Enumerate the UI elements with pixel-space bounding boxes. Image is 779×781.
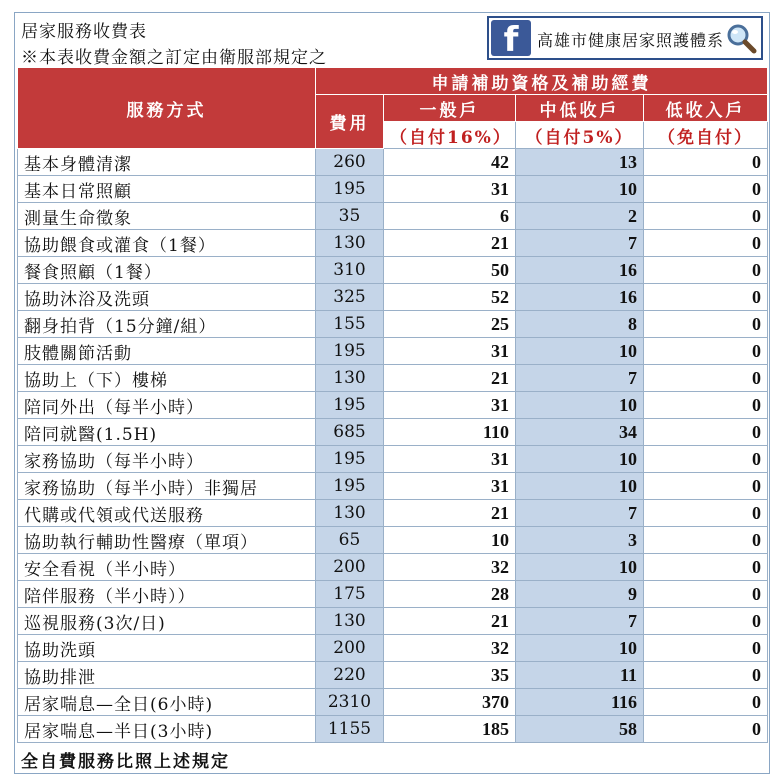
fee-cell: 195 <box>316 446 384 473</box>
fee-cell: 130 <box>316 608 384 635</box>
general-copay-cell: 31 <box>384 338 516 365</box>
fee-cell: 130 <box>316 230 384 257</box>
service-name-cell: 基本日常照顧 <box>18 176 316 203</box>
low-copay-cell: 0 <box>644 689 768 716</box>
fee-table-body <box>18 149 768 743</box>
table-row <box>18 554 768 581</box>
mid-low-copay-cell: 9 <box>516 581 644 608</box>
table-row <box>18 662 768 689</box>
low-copay-cell: 0 <box>644 392 768 419</box>
service-name-cell: 協助排泄 <box>18 662 316 689</box>
low-copay-cell: 0 <box>644 473 768 500</box>
table-row <box>18 473 768 500</box>
service-name-cell: 家務協助（每半小時）非獨居 <box>18 473 316 500</box>
fee-cell: 310 <box>316 257 384 284</box>
table-row <box>18 311 768 338</box>
fee-cell: 130 <box>316 500 384 527</box>
self-pay-note: 全自費服務比照上述規定 <box>21 752 230 772</box>
fee-cell: 155 <box>316 311 384 338</box>
table-row <box>18 446 768 473</box>
service-name-cell: 陪同就醫(1.5H) <box>18 419 316 446</box>
fee-table <box>17 67 768 743</box>
fee-cell: 2310 <box>316 689 384 716</box>
general-copay-label: （自付16%） <box>384 122 516 149</box>
mid-low-copay-cell: 10 <box>516 392 644 419</box>
low-copay-cell: 0 <box>644 608 768 635</box>
service-name-cell: 測量生命徵象 <box>18 203 316 230</box>
general-copay-cell: 31 <box>384 473 516 500</box>
service-name-cell: 協助執行輔助性醫療（單項） <box>18 527 316 554</box>
mid-low-copay-cell: 10 <box>516 635 644 662</box>
mid-low-copay-cell: 11 <box>516 662 644 689</box>
low-copay-cell: 0 <box>644 203 768 230</box>
table-row <box>18 635 768 662</box>
service-header: 服務方式 <box>18 68 316 149</box>
fee-cell: 220 <box>316 662 384 689</box>
fee-cell: 260 <box>316 149 384 176</box>
table-row <box>18 149 768 176</box>
fee-cell: 200 <box>316 635 384 662</box>
general-copay-cell: 370 <box>384 689 516 716</box>
service-name-cell: 協助餵食或灌食（1餐） <box>18 230 316 257</box>
service-name-cell: 家務協助（每半小時） <box>18 446 316 473</box>
table-row <box>18 203 768 230</box>
low-copay-label: （免自付） <box>644 122 768 149</box>
low-copay-cell: 0 <box>644 230 768 257</box>
mid-low-copay-cell: 16 <box>516 284 644 311</box>
service-name-cell: 居家喘息—半日(3小時) <box>18 716 316 743</box>
general-copay-cell: 21 <box>384 365 516 392</box>
fee-cell: 195 <box>316 338 384 365</box>
mid-low-copay-cell: 116 <box>516 689 644 716</box>
table-row <box>18 527 768 554</box>
low-income-header: 低收入戶 <box>644 95 768 122</box>
low-copay-cell: 0 <box>644 716 768 743</box>
general-copay-cell: 110 <box>384 419 516 446</box>
mid-low-copay-cell: 8 <box>516 311 644 338</box>
fee-cell: 130 <box>316 365 384 392</box>
low-copay-cell: 0 <box>644 500 768 527</box>
low-copay-cell: 0 <box>644 662 768 689</box>
general-copay-cell: 185 <box>384 716 516 743</box>
mid-low-copay-cell: 2 <box>516 203 644 230</box>
fee-header: 費用 <box>316 95 384 149</box>
fee-sheet <box>14 12 770 774</box>
general-copay-cell: 21 <box>384 608 516 635</box>
low-copay-cell: 0 <box>644 257 768 284</box>
general-household-header: 一般戶 <box>384 95 516 122</box>
mid-low-copay-cell: 10 <box>516 473 644 500</box>
mid-low-copay-cell: 7 <box>516 230 644 257</box>
brand-name: 高雄市健康居家照護體系 <box>537 31 725 50</box>
fee-cell: 200 <box>316 554 384 581</box>
service-name-cell: 基本身體清潔 <box>18 149 316 176</box>
general-copay-cell: 31 <box>384 446 516 473</box>
mid-low-copay-cell: 10 <box>516 338 644 365</box>
table-row <box>18 392 768 419</box>
fee-cell: 325 <box>316 284 384 311</box>
brand-banner[interactable] <box>487 16 763 60</box>
mid-low-copay-label: （自付5%） <box>516 122 644 149</box>
general-copay-cell: 31 <box>384 392 516 419</box>
low-copay-cell: 0 <box>644 554 768 581</box>
regulation-note: ※本表收費金額之訂定由衛服部規定之 <box>21 48 327 68</box>
low-copay-cell: 0 <box>644 527 768 554</box>
table-row <box>18 581 768 608</box>
mid-low-copay-cell: 10 <box>516 446 644 473</box>
table-row <box>18 419 768 446</box>
mid-low-copay-cell: 3 <box>516 527 644 554</box>
table-row <box>18 257 768 284</box>
fee-cell: 65 <box>316 527 384 554</box>
service-name-cell: 協助洗頭 <box>18 635 316 662</box>
general-copay-cell: 21 <box>384 230 516 257</box>
fee-cell: 195 <box>316 392 384 419</box>
table-row <box>18 338 768 365</box>
mid-low-copay-cell: 58 <box>516 716 644 743</box>
low-copay-cell: 0 <box>644 635 768 662</box>
fee-cell: 175 <box>316 581 384 608</box>
service-name-cell: 陪伴服務（半小時）） <box>18 581 316 608</box>
table-row <box>18 608 768 635</box>
facebook-logo-icon: f <box>491 20 531 56</box>
general-copay-cell: 21 <box>384 500 516 527</box>
mid-low-copay-cell: 7 <box>516 500 644 527</box>
general-copay-cell: 25 <box>384 311 516 338</box>
service-name-cell: 代購或代領或代送服務 <box>18 500 316 527</box>
general-copay-cell: 32 <box>384 635 516 662</box>
low-copay-cell: 0 <box>644 311 768 338</box>
mid-low-copay-cell: 13 <box>516 149 644 176</box>
service-name-cell: 陪同外出（每半小時） <box>18 392 316 419</box>
low-copay-cell: 0 <box>644 581 768 608</box>
service-name-cell: 居家喘息—全日(6小時) <box>18 689 316 716</box>
mid-low-income-header: 中低收戶 <box>516 95 644 122</box>
table-row <box>18 716 768 743</box>
general-copay-cell: 6 <box>384 203 516 230</box>
mid-low-copay-cell: 10 <box>516 176 644 203</box>
general-copay-cell: 32 <box>384 554 516 581</box>
service-name-cell: 安全看視（半小時） <box>18 554 316 581</box>
low-copay-cell: 0 <box>644 176 768 203</box>
table-row <box>18 284 768 311</box>
mid-low-copay-cell: 10 <box>516 554 644 581</box>
general-copay-cell: 52 <box>384 284 516 311</box>
low-copay-cell: 0 <box>644 284 768 311</box>
service-name-cell: 餐食照顧（1餐） <box>18 257 316 284</box>
table-row <box>18 365 768 392</box>
page-title: 居家服務收費表 <box>21 22 147 42</box>
general-copay-cell: 50 <box>384 257 516 284</box>
service-name-cell: 協助沐浴及洗頭 <box>18 284 316 311</box>
table-row <box>18 230 768 257</box>
magnifier-icon <box>725 22 757 54</box>
mid-low-copay-cell: 7 <box>516 608 644 635</box>
fee-cell: 1155 <box>316 716 384 743</box>
mid-low-copay-cell: 34 <box>516 419 644 446</box>
low-copay-cell: 0 <box>644 365 768 392</box>
service-name-cell: 巡視服務(3次/日) <box>18 608 316 635</box>
fee-cell: 195 <box>316 473 384 500</box>
service-name-cell: 翻身拍背（15分鐘/組） <box>18 311 316 338</box>
low-copay-cell: 0 <box>644 446 768 473</box>
low-copay-cell: 0 <box>644 149 768 176</box>
general-copay-cell: 28 <box>384 581 516 608</box>
fee-cell: 685 <box>316 419 384 446</box>
mid-low-copay-cell: 7 <box>516 365 644 392</box>
general-copay-cell: 31 <box>384 176 516 203</box>
general-copay-cell: 42 <box>384 149 516 176</box>
service-name-cell: 協助上（下）樓梯 <box>18 365 316 392</box>
low-copay-cell: 0 <box>644 419 768 446</box>
subsidy-group-header: 申請補助資格及補助經費 <box>316 68 768 95</box>
general-copay-cell: 10 <box>384 527 516 554</box>
table-row <box>18 500 768 527</box>
table-row <box>18 689 768 716</box>
general-copay-cell: 35 <box>384 662 516 689</box>
fee-cell: 195 <box>316 176 384 203</box>
low-copay-cell: 0 <box>644 338 768 365</box>
table-row <box>18 176 768 203</box>
mid-low-copay-cell: 16 <box>516 257 644 284</box>
service-name-cell: 肢體關節活動 <box>18 338 316 365</box>
fee-cell: 35 <box>316 203 384 230</box>
